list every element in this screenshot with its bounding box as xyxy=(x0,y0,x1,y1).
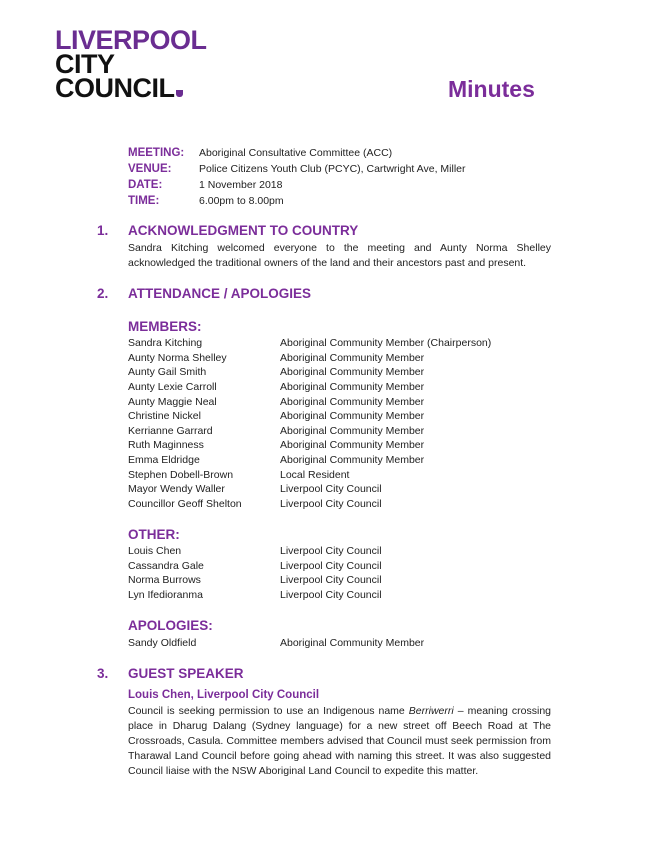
section-heading-attendance xyxy=(97,286,311,301)
meta-key: VENUE: xyxy=(128,163,172,175)
attendee-role: Liverpool City Council xyxy=(280,497,382,510)
logo-line-3 xyxy=(55,73,207,103)
attendee-name: Sandra Kitching xyxy=(128,337,203,350)
attendee-name: Aunty Lexie Carroll xyxy=(128,381,217,394)
attendee-name: Mayor Wendy Waller xyxy=(128,483,225,496)
list-item xyxy=(128,482,491,497)
section-number: 2. xyxy=(97,286,109,301)
attendee-name: Christine Nickel xyxy=(128,410,201,423)
attendee-role: Aboriginal Community Member xyxy=(280,439,425,452)
acknowledgment-paragraph: Sandra Kitching welcomed everyone to the meeting and Aunty Norma Shelley acknowledged the traditional owners of the land and their ancestors past and present. xyxy=(128,242,551,269)
section-title: GUEST SPEAKER xyxy=(128,666,244,681)
indigenous-name: Berriwerri xyxy=(408,705,454,717)
attendee-role: Aboriginal Community Member (Chairperson) xyxy=(280,337,492,350)
meeting-details xyxy=(128,145,466,209)
document-title: Minutes xyxy=(448,76,535,102)
meta-key: TIME: xyxy=(128,195,160,207)
list-item xyxy=(128,351,491,366)
attendee-role: Aboriginal Community Member xyxy=(280,381,425,394)
section-title: ATTENDANCE / APOLOGIES xyxy=(128,286,312,301)
section-heading-acknowledgment xyxy=(97,223,358,238)
section-number: 3. xyxy=(97,666,109,681)
section-heading-guest-speaker xyxy=(97,666,244,681)
paragraph-text: Council is seeking permission to use an Indigenous name xyxy=(128,705,409,717)
section-number: 1. xyxy=(97,223,109,238)
attendee-role: Local Resident xyxy=(280,468,350,481)
apologies-list xyxy=(128,636,424,651)
meta-row-meeting xyxy=(128,145,466,161)
list-item xyxy=(128,467,491,482)
attendee-role: Aboriginal Community Member xyxy=(280,351,425,364)
apologies-heading: APOLOGIES: xyxy=(128,618,213,633)
list-item xyxy=(128,573,382,588)
paragraph-text: – meaning crossing place in Dharug Dalang (Sydney language) for a new street off Beech Road at The Crossroads, Casula. Committee members advised that Council must seek permission from Tharawal Land Council before going ahead with naming this street. It was also suggested Council liaise with the NSW Aboriginal Land Council to expedite this matter. xyxy=(128,705,552,777)
list-item xyxy=(128,438,491,453)
attendee-name: Louis Chen xyxy=(128,545,182,558)
attendee-name: Emma Eldridge xyxy=(128,454,200,467)
meta-value: Aboriginal Consultative Committee (ACC) xyxy=(199,147,393,159)
attendee-name: Stephen Dobell-Brown xyxy=(128,468,234,481)
attendee-name: Sandy Oldfield xyxy=(128,637,197,650)
logo-line-3-text: COUNCIL xyxy=(55,73,175,103)
attendee-name: Lyn Ifedioranma xyxy=(128,589,203,602)
attendee-role: Aboriginal Community Member xyxy=(280,454,425,467)
guest-speaker-paragraph xyxy=(128,704,551,779)
attendee-role: Aboriginal Community Member xyxy=(280,395,425,408)
attendee-role: Liverpool City Council xyxy=(280,545,382,558)
attendee-role: Liverpool City Council xyxy=(280,559,382,572)
meta-row-date xyxy=(128,177,466,193)
attendee-name: Aunty Gail Smith xyxy=(128,366,207,379)
attendee-name: Aunty Maggie Neal xyxy=(128,395,217,408)
attendee-name: Aunty Norma Shelley xyxy=(128,351,227,364)
attendee-name: Cassandra Gale xyxy=(128,559,204,572)
list-item xyxy=(128,394,491,409)
attendee-role: Aboriginal Community Member xyxy=(280,424,425,437)
attendee-role: Aboriginal Community Member xyxy=(280,637,425,650)
list-item xyxy=(128,497,491,512)
list-item xyxy=(128,588,382,603)
list-item xyxy=(128,559,382,574)
meta-row-time xyxy=(128,193,466,209)
attendee-name: Councillor Geoff Shelton xyxy=(128,497,242,510)
attendee-name: Ruth Maginness xyxy=(128,439,204,452)
council-logo xyxy=(55,25,207,103)
other-list xyxy=(128,544,382,602)
attendee-role: Aboriginal Community Member xyxy=(280,410,425,423)
attendee-role: Liverpool City Council xyxy=(280,589,382,602)
attendee-role: Liverpool City Council xyxy=(280,483,382,496)
list-item xyxy=(128,453,491,468)
list-item xyxy=(128,380,491,395)
list-item xyxy=(128,544,382,559)
meta-value: 1 November 2018 xyxy=(199,179,283,191)
meta-value: Police Citizens Youth Club (PCYC), Cartwright Ave, Miller xyxy=(199,163,466,175)
attendee-role: Aboriginal Community Member xyxy=(280,366,425,379)
members-heading: MEMBERS: xyxy=(128,319,202,334)
logo-heart-icon xyxy=(176,90,183,97)
guest-speaker-name: Louis Chen, Liverpool City Council xyxy=(128,689,320,701)
list-item xyxy=(128,365,491,380)
attendee-name: Kerrianne Garrard xyxy=(128,424,213,437)
members-list xyxy=(128,336,491,511)
meta-key: DATE: xyxy=(128,179,163,191)
logo-line-2: CITY xyxy=(55,49,115,79)
logo-line-1: LIVERPOOL xyxy=(55,25,207,55)
list-item xyxy=(128,409,491,424)
section-title: ACKNOWLEDGMENT TO COUNTRY xyxy=(128,223,359,238)
meta-key: MEETING: xyxy=(128,147,185,159)
attendee-role: Liverpool City Council xyxy=(280,574,382,587)
list-item xyxy=(128,636,424,651)
meta-row-venue xyxy=(128,161,466,177)
other-heading: OTHER: xyxy=(128,527,180,542)
list-item xyxy=(128,336,491,351)
attendee-name: Norma Burrows xyxy=(128,574,201,587)
meta-value: 6.00pm to 8.00pm xyxy=(199,195,284,207)
list-item xyxy=(128,424,491,439)
